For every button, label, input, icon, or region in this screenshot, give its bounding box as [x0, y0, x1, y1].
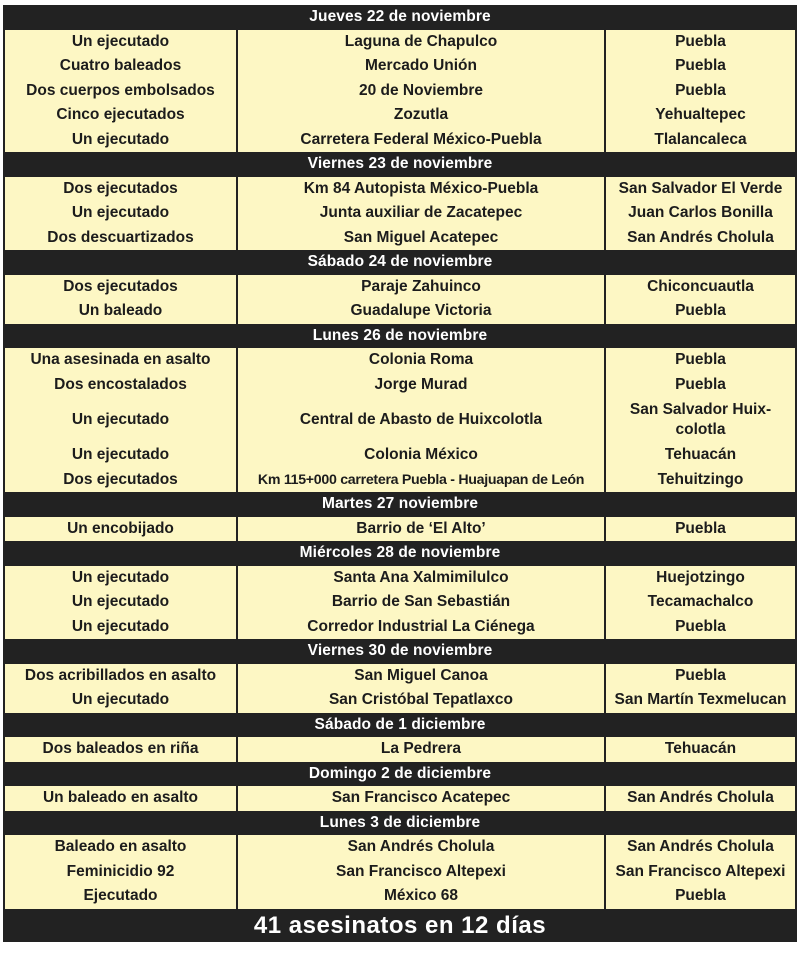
table-row: [3, 30, 797, 55]
location-cell: Colonia México: [236, 443, 606, 468]
table-row: [3, 201, 797, 226]
location-cell: Junta auxiliar de Zacatepec: [236, 201, 606, 226]
municipality-cell: Puebla: [675, 351, 726, 369]
municipality-cell: Tlalancaleca: [654, 130, 747, 148]
victims-cell: Un ejecutado: [71, 617, 170, 635]
victims-cell: Dos cuerpos embolsados: [26, 81, 215, 99]
victims-cell: Un baleado en asalto: [42, 789, 199, 807]
victims-cell: Un ejecutado: [71, 568, 170, 586]
victims-cell: Una asesinada en asalto: [30, 351, 211, 369]
location-cell: Paraje Zahuinco: [236, 275, 606, 300]
victims-cell: Dos baleados en riña: [42, 740, 199, 758]
location-cell: Km 84 Autopista México-Puebla: [236, 177, 606, 202]
victims-cell: Un ejecutado: [71, 593, 170, 611]
municipality-cell: Chiconcuautla: [647, 277, 754, 295]
municipality-cell: San Andrés Cholula: [627, 228, 774, 246]
victims-cell: Un ejecutado: [71, 691, 170, 709]
municipality-cell: Puebla: [675, 519, 726, 537]
location-cell: Colonia Roma: [236, 348, 606, 373]
date-header: Lunes 26 de noviembre: [3, 324, 797, 349]
victims-cell: Un baleado: [78, 302, 163, 320]
location-cell: Barrio de San Sebastián: [236, 590, 606, 615]
date-header: Martes 27 noviembre: [3, 492, 797, 517]
table-row: [3, 348, 797, 373]
location-cell: Mercado Unión: [236, 54, 606, 79]
table-row: [3, 688, 797, 713]
victims-cell: Un ejecutado: [71, 446, 170, 464]
location-cell: Barrio de ‘El Alto’: [236, 517, 606, 542]
location-cell: Km 115+000 carretera Puebla - Huajuapan de León: [236, 468, 606, 493]
municipality-cell: Puebla: [675, 302, 726, 320]
victims-cell: Un ejecutado: [71, 32, 170, 50]
table-row: [3, 615, 797, 640]
location-cell: 20 de Noviembre: [236, 79, 606, 104]
municipality-cell: Juan Carlos Bonilla: [628, 204, 773, 222]
municipality-cell: Tehuacán: [664, 740, 737, 758]
table-row: [3, 54, 797, 79]
date-header: Sábado de 1 diciembre: [3, 713, 797, 738]
municipality-cell: San Francisco Altepexi: [615, 862, 786, 880]
location-cell: Laguna de Chapulco: [236, 30, 606, 55]
table-row: [3, 275, 797, 300]
location-cell: Jorge Murad: [236, 373, 606, 398]
table-row: [3, 373, 797, 398]
victims-cell: Un ejecutado: [71, 130, 170, 148]
date-header: Lunes 3 de diciembre: [3, 811, 797, 836]
location-cell: San Cristóbal Tepatlaxco: [236, 688, 606, 713]
location-cell: Guadalupe Victoria: [236, 299, 606, 324]
location-cell: Central de Abasto de Huixcolotla: [236, 397, 606, 443]
table-row: [3, 128, 797, 153]
municipality-cell: Puebla: [675, 32, 726, 50]
location-cell: Zozutla: [236, 103, 606, 128]
victims-cell: Un ejecutado: [71, 204, 170, 222]
location-cell: La Pedrera: [236, 737, 606, 762]
victims-cell: Dos ejecutados: [63, 470, 178, 488]
victims-cell: Dos encostalados: [54, 375, 187, 393]
table-row: [3, 860, 797, 885]
victims-cell: Un encobijado: [67, 519, 174, 537]
municipality-cell: San Martín Texmelucan: [614, 691, 787, 709]
table-row: [3, 835, 797, 860]
municipality-cell: Yehualtepec: [655, 106, 746, 124]
location-cell: Carretera Federal México-Puebla: [236, 128, 606, 153]
victims-cell: Dos ejecutados: [63, 277, 178, 295]
municipality-cell: Puebla: [675, 57, 726, 75]
victims-cell: Dos descuartizados: [47, 228, 194, 246]
location-cell: Corredor Industrial La Ciénega: [236, 615, 606, 640]
location-cell: San Miguel Acatepec: [236, 226, 606, 251]
victims-cell: Un ejecutado: [71, 411, 170, 428]
date-header: Domingo 2 de diciembre: [3, 762, 797, 787]
victims-cell: Dos ejecutados: [63, 179, 178, 197]
location-cell: San Francisco Acatepec: [236, 786, 606, 811]
table-row: [3, 299, 797, 324]
victims-cell: Cinco ejecutados: [56, 106, 185, 124]
municipality-cell: Puebla: [675, 81, 726, 99]
victims-cell: Baleado en asalto: [54, 838, 187, 856]
municipality-cell: Puebla: [675, 666, 726, 684]
municipality-cell: San Salvador Huix-colotla: [629, 401, 772, 438]
homicides-table: [3, 5, 797, 942]
date-header: Jueves 22 de noviembre: [3, 5, 797, 30]
municipality-cell: San Salvador El Verde: [618, 179, 783, 197]
municipality-cell: San Andrés Cholula: [627, 789, 774, 807]
municipality-cell: San Andrés Cholula: [627, 838, 774, 856]
table-row: [3, 664, 797, 689]
municipality-cell: Tehuitzingo: [657, 470, 744, 488]
municipality-cell: Puebla: [675, 375, 726, 393]
date-header: Viernes 30 de noviembre: [3, 639, 797, 664]
location-cell: San Andrés Cholula: [236, 835, 606, 860]
table-row: [3, 590, 797, 615]
table-row: [3, 517, 797, 542]
victims-cell: Feminicidio 92: [66, 862, 175, 880]
location-cell: Santa Ana Xalmimilulco: [236, 566, 606, 591]
table-row: [3, 737, 797, 762]
location-cell: México 68: [236, 884, 606, 909]
table-row: [3, 468, 797, 493]
victims-cell: Dos acribillados en asalto: [24, 666, 217, 684]
date-header: Viernes 23 de noviembre: [3, 152, 797, 177]
table-row: [3, 786, 797, 811]
table-row: [3, 443, 797, 468]
municipality-cell: Tehuacán: [664, 446, 737, 464]
date-header: Sábado 24 de noviembre: [3, 250, 797, 275]
table-row: [3, 397, 797, 443]
total-banner: 41 asesinatos en 12 días: [3, 909, 797, 942]
location-cell: San Miguel Canoa: [236, 664, 606, 689]
municipality-cell: Huejotzingo: [656, 568, 745, 586]
municipality-cell: Puebla: [675, 617, 726, 635]
table-row: [3, 79, 797, 104]
victims-cell: Ejecutado: [83, 887, 158, 905]
municipality-cell: Puebla: [675, 887, 726, 905]
date-header: Miércoles 28 de noviembre: [3, 541, 797, 566]
table-row: [3, 884, 797, 909]
table-row: [3, 226, 797, 251]
victims-cell: Cuatro baleados: [59, 57, 182, 75]
table-row: [3, 177, 797, 202]
municipality-cell: Tecamachalco: [647, 593, 754, 611]
location-cell: San Francisco Altepexi: [236, 860, 606, 885]
table-row: [3, 566, 797, 591]
table-row: [3, 103, 797, 128]
